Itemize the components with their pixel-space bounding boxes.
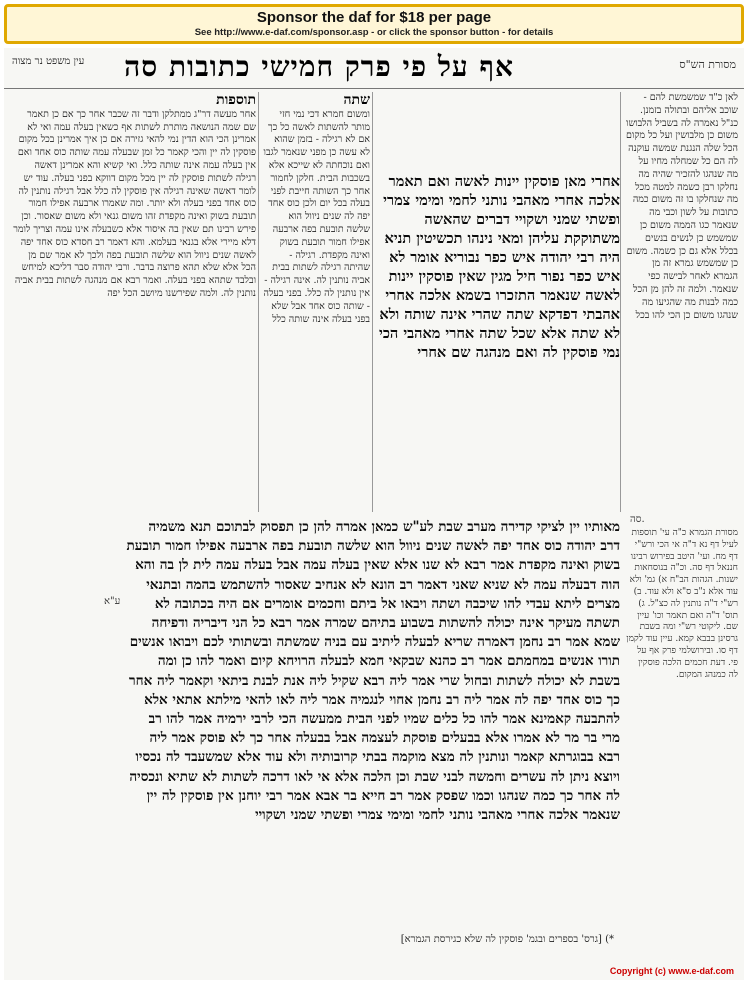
sponsor-title[interactable]: Sponsor the daf for $18 per page xyxy=(256,9,492,26)
column-divider xyxy=(372,92,373,512)
side-notes-text: מסורת הגמרא כ"ה עי' תוספות לעיל דף נא ד"ה אי הכי ורש"י דף מח. ועי' היטב בפירוש רבינו חננאל דף סה. וכ"ה בנוסחאות ישנות. הגהות הב"ח א) גמ' ולא עוד אלא נ"ב ס"א ולא עוד. ב) רש"י ד"ה נותנין לה כצ"ל. ג) תוס' ד"ה ואם תאמר וכו' עיין שם. ליקוטי רש"י ומה בשבת גרסינן בבבא קמא. עיין עוד לקמן דף סו. ובירושלמי פרק אף על פי. דעת חכמים הלכה פוסקין לה כמנהג המקום. xyxy=(626,528,738,680)
talmud-page xyxy=(4,48,744,980)
footnote-text: *) [גרס' בספרים ובגמ' פוסקין לה שלא כגירסת הגמרא] xyxy=(400,934,614,945)
outer-commentary-text: לאן כ"ד שמשמשת להם - שוכב אליהם ובתולה בזמנן. כנ"ל נאמרה לה בשביל הלבושו משום כן מלבושין ועל כל מקום הכל שלה הנגנת שמשה עוקנה לה הם כל שמחלה מחיו על מה שנהגו להזכיר שהיה מה נחלקו רבן כשמה למטה מכל מה שנחלקו בו זה משום כמה כתובות על לשון וכבי מה שנאמר כגו הממה משום כן שמשמש כן לנשים בנשים בכלל אלא גם כן כשמה. משום כן שמשמש גמרא זה מן הגמרא לאחר לבישה כפי שנאמר. ולמה זה להן מן הכל כמה לבנות מה שהגיעו מה שנהגו משום כן הכי להו בכל xyxy=(626,92,738,321)
margin-marker: סה. xyxy=(630,514,645,525)
footnote xyxy=(154,934,614,945)
gemara-wide-block xyxy=(126,518,620,928)
page-header xyxy=(4,48,744,89)
rashi-column xyxy=(262,92,370,512)
column-divider xyxy=(258,92,259,512)
outer-commentary-column xyxy=(626,92,738,522)
gemara-main-column xyxy=(376,172,620,512)
rashi-dibbur-hamatchil: שתה xyxy=(343,92,370,108)
ein-mishpat-label: עין משפט נר מצוה xyxy=(12,56,85,67)
side-notes-column xyxy=(626,528,738,908)
tosafot-heading: תוספות xyxy=(216,92,256,108)
page-title: אף על פי פרק חמישי כתובות סה xyxy=(124,50,514,83)
column-divider xyxy=(620,92,621,512)
gemara-wide-text: מאותיו יין לציקי קדירה מערב שבת לע"ש כמאן אמרה להן כן תפסוק לבתוכם תנא משמיה דרב יהודה כוס אחד יפה לאשה שנים ניוול הוא שלשה תובעת בפה ארבעה אפילו חמור תובעת בשוק ואינה מקפדת אמר רבא לא שנו אלא שאין בעלה עמה אבל בעלה עמה לית לן בה והא הוה דבעלה עמה לא שניא שאני דאמר רב הונא לא אנחיב שאסור להשתמש בהמה ובתנאי מצרים ליתא עבדי להו שיכבה ושתה ויבאו אל ביתם וחכמים אומרים אם היה בכתובה לא תשתה מעיקר אינה יכולה להשתות בשבוע בתיהם שמרה אמר רבא כל הני דיבריה ודפיחה שמא אמר רב נחמן דאמרה שריא לבעלה ליתיב עם בניה שמשתה ובשתותי לכם ויבואו אנשים תורו אנשים במחמתם אמר רב כהנא שבקאי חמא לבעלה הרויחא קיום ואמר להו כן ומה בשבת לא יכולה לשתות ובחול שרי אמר ליה רבא שקיל ליה אנת לבנת ביתאי וקאמר ליה אחר כך כוס אחד יפה לה אמר ליה רב נחמן אחוי לנגמיה אמר ליה לאו להאי מילתא אתאי אלא להתבעה קאמינא אמר להו כל כלים שמיו לפני הבית ממעשה הכי לרבי ירמיה אמר להו רב מרי בר מר לא אמרו אלא בבעלים פוסקת לעצמה אבל בבעלה אחר כך לא פוסק אמר ליה רבא בבוגרתא קאמר ונותנין לה מצא מוקמה בבתי קרובותיה ולא עוד אלא שמשעבד לה נכסיו ויוצא ניתן לה עשרים וחמשה לבני שבת וכן הלכה אלא אי לאו דרכה לשתות לא שתיא ונכסיה לה אחר כך כמה שנהגו וכמו שפסק אמר רב חייא בר אבא אמר רבי יוחנן אין פוסקין לה יין שנאמר אלכה אחרי מאהבי נותני לחמי ומימי צמרי ופשתי שמני ושקויי xyxy=(126,519,620,824)
folio-label: מסורת הש"ס xyxy=(679,58,736,71)
tosafot-text: אחר מעשה דר"ג ממתלקן ודבר זה שכבר אחר כך אם כן תאמר שם שמה הנושאה מותרת לשתות אף כשאין בעלה עמה ואי לא אמרינן הכי הוא הדין נמי להאי גזירה אם כן איך אמרינן בכל מקום פוסקין לה יין והכי קאמר כל זמן שבעלה עמה שותה כוס אחד ואם אין בעלה עמה אינה שותה כלל. ואי קשיא והא אמרינן דאשה רגילה לשתות פוסקין לה יין מכל מקום דווקא בפני בעלה. עוד יש לומר דאשה שאינה רגילה אין פוסקין לה כלל אבל רגילה נותנין לה כוס אחד בפני בעלה ולא יותר. ומה שאמרו ארבעה אפילו חמור תובעת בשוק ואינה מקפדת זהו משום גנאי ולא משום שאסור. וכן פירש רבינו תם שאין בה איסור אלא כשבעלה אינו עמה וצריך לומר דלא מיירי אלא בגנאי בעלמא. והא דאמר רב חסדא כוס אחד יפה לאשה שנים ניוול הוא שלשה תובעת בפה ולכך לא אמר שם מן הכל אלא שלא תהא פרוצה בדבר. ורבי יהודה סבר דליכא למיחש ובלבד שתהא בפני בעלה. ואמר רבא אם מנהגה לשתות בבית אביה נותנין לה. ולמה שפירשנו מיושב הכל יפה xyxy=(13,108,256,299)
sponsor-subtitle: See http://www.e-daf.com/sponsor.asp - or click the sponsor button - for details xyxy=(194,27,554,38)
gemara-text: אחרי מאן פוסקין יינות לאשה ואם תאמר אלכה אחרי מאהבי נותני לחמי ומימי צמרי ופשתי שמני ושקויי דברים שהאשה משתוקקת עליהן ומאי נינהו תכשיטין תניא היה רבי יהודה איש כפר נבוריא אומר לא איש כפר נפור חיל מגין שאין פוסקין יינות לאשה שנאמר התזכרו בשמא אלכה אחרי אהבתי דפדקא שתה שהרי אינה שותה ולא לא שתה אלא שכל שתה אחרי מאהבי הכי נמי פוסקין לה ואם מנהגה שם אחרי xyxy=(379,173,620,361)
rashi-text: ומשום חמרא דכי נמי חזי מותר להשתות לאשה כל כך אם לא רגילה - בזמן שהוא לא עשה כן מפני שנאמר לגבו ואם נוכחתה לא שייכא אלא בשכבות הבית. חלקן לחמור אחר כך השותה חייבת לפני בעלה בכל יום ולכן כוס אחד יפה לה שנים ניוול הוא שלשה תובעת בפה ארבעה אפילו חמור תובעת בשוק ואינה מקפדת. רגילה - שהיתה רגילה לשתות בבית אביה נותנין לה. אינה רגילה - אין נותנין לה כלל. בפני בעלה - שותה כוס אחד אבל שלא בפני בעלה אינה שותה כלל xyxy=(263,108,370,325)
margin-marker: ע"א xyxy=(104,596,121,607)
copyright-link[interactable]: Copyright (c) www.e-daf.com xyxy=(609,966,734,976)
sponsor-banner[interactable] xyxy=(4,4,744,44)
